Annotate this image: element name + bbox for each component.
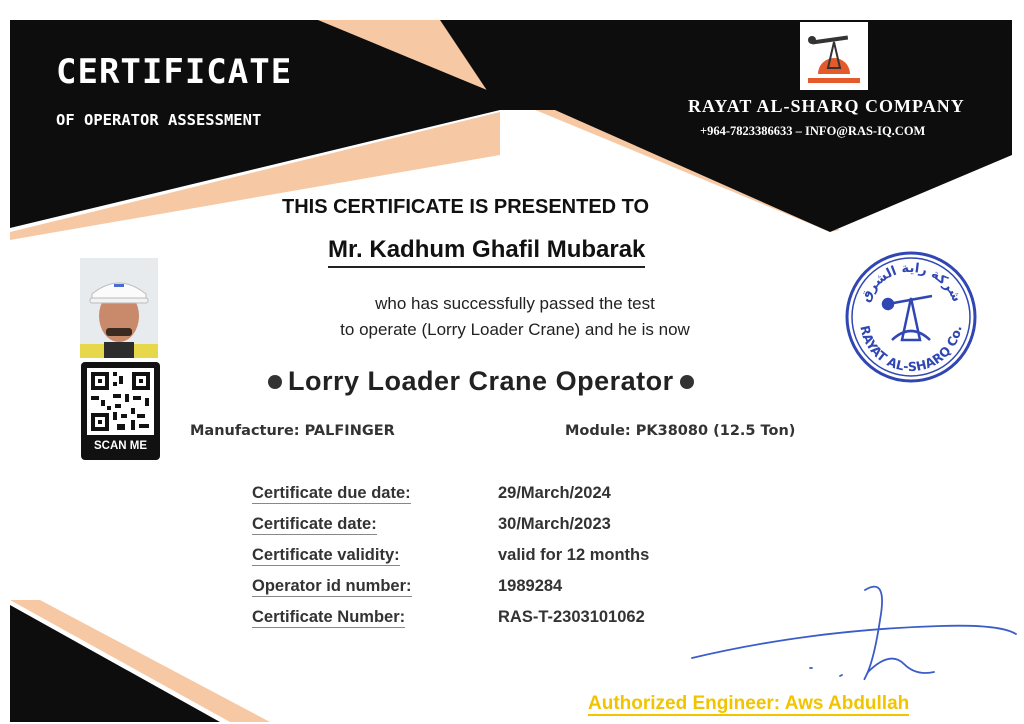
description-line-2: to operate (Lorry Loader Crane) and he is now [340,320,690,339]
recipient-full-name: Kadhum Ghafil Mubarak [369,236,646,263]
detail-label: Certificate date: [252,515,377,533]
detail-value: 1989284 [498,577,563,595]
detail-label: Certificate due date: [252,484,411,502]
qr-scan-label: SCAN ME [93,440,148,452]
role-title [268,366,694,397]
certificate-subtitle: OF OPERATOR ASSESSMENT [56,111,262,129]
detail-value: valid for 12 months [498,546,650,564]
module-text: Module: PK38080 (12.5 Ton) [565,423,796,439]
detail-label: Operator id number: [252,577,412,595]
stamp-arabic-text: شركة راية الشرق [858,260,965,305]
company-stamp [842,248,980,386]
description-line-1: who has successfully passed the test [375,294,655,313]
bullet-icon [268,375,282,389]
company-name: RAYAT AL-SHARQ COMPANY [688,96,965,116]
role-text: Lorry Loader Crane Operator [288,366,674,396]
detail-value: 30/March/2023 [498,515,611,533]
authorized-engineer: Authorized Engineer: Aws Abdullah [588,693,910,714]
operator-photo [80,258,158,358]
detail-label: Certificate validity: [252,546,400,564]
stamp-crane-icon [883,296,932,340]
certificate-title: CERTIFICATE [56,52,293,92]
company-logo-icon [800,22,868,90]
footer-black-corner [10,605,220,722]
detail-value: RAS-T-2303101062 [498,608,645,626]
qr-code-icon [87,368,154,435]
qr-code[interactable] [81,362,160,460]
bullet-icon [680,375,694,389]
detail-label: Certificate Number: [252,608,406,626]
recipient-prefix: Mr. [328,236,363,263]
company-contact: +964-7823386633 – INFO@RAS-IQ.COM [700,124,926,138]
manufacture-text: Manufacture: PALFINGER [190,423,395,439]
stamp-english-text: RAYAT AL-SHARQ Co. [857,323,965,375]
signature [690,580,1020,690]
presented-to-heading: THIS CERTIFICATE IS PRESENTED TO [282,196,650,218]
recipient-name [328,236,645,268]
detail-value: 29/March/2024 [498,484,611,502]
